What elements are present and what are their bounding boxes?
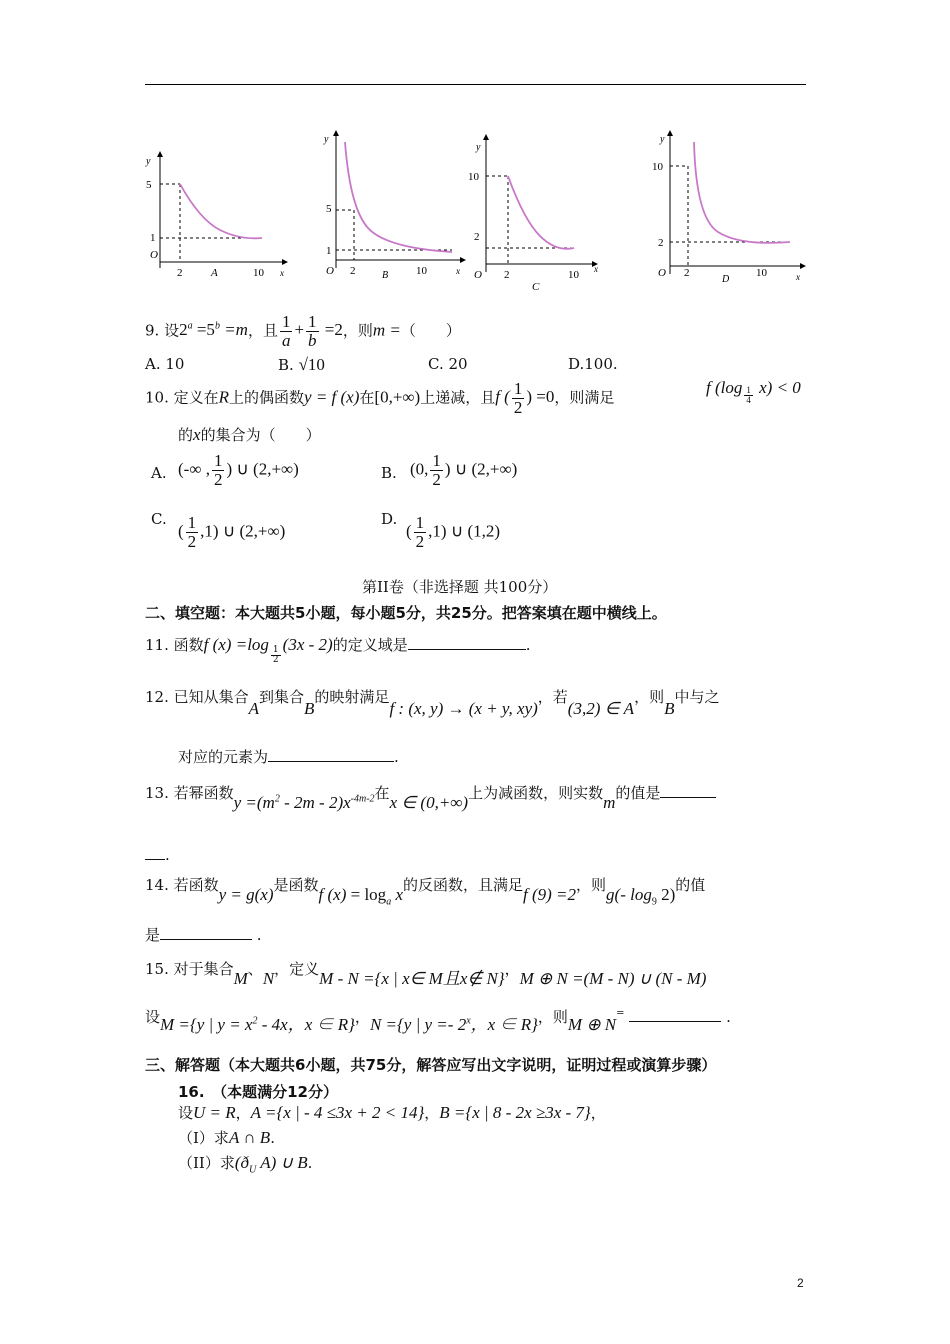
pre: ( xyxy=(406,521,412,541)
denominator: a xyxy=(281,330,291,350)
set-a: A xyxy=(248,699,260,718)
q9-tail: ，则 xyxy=(342,321,373,340)
var-m: m xyxy=(603,793,616,812)
expr: y =(m xyxy=(233,793,275,812)
eq-zero: ) =0 xyxy=(526,387,555,407)
x-arrow xyxy=(800,263,806,269)
end: . xyxy=(307,1154,313,1172)
q14-lead: 14. 若函数 xyxy=(145,876,219,894)
n-set xyxy=(370,1015,538,1034)
q12-line2 xyxy=(178,746,399,767)
q16-setup xyxy=(178,1102,606,1123)
q9-paren: （ ） xyxy=(400,321,461,340)
q12-text: ，若 xyxy=(537,688,568,706)
set-b: B xyxy=(664,699,675,718)
denominator: 2 xyxy=(187,531,197,551)
x-label: x xyxy=(594,264,598,274)
end: . xyxy=(726,1008,731,1026)
q10-option-b xyxy=(410,452,517,489)
sub: U xyxy=(249,1164,257,1176)
g-func: y = g(x) xyxy=(218,885,274,904)
q10-option-d-label: D. xyxy=(381,510,398,528)
question-14 xyxy=(145,874,706,908)
y-tick: 2 xyxy=(658,237,664,249)
y-label: y xyxy=(146,156,151,167)
q13-line2 xyxy=(145,846,170,864)
q10-log-condition xyxy=(706,378,801,405)
answer-expr: M ⊕ N xyxy=(567,1015,617,1034)
q15-text: ，定义 xyxy=(274,960,320,978)
set-b: B ={x | 8 - 2x ≥3x - 7} xyxy=(439,1103,591,1122)
eq-log: = log xyxy=(346,885,387,904)
q13-text: 的值是 xyxy=(615,784,661,802)
q11-lead: 11. 函数 xyxy=(145,636,204,654)
x-tick: 10 xyxy=(253,267,264,279)
q12-lead: 12. 已知从集合 xyxy=(145,688,249,706)
x-label: x xyxy=(456,266,460,276)
q12-text: ，则 xyxy=(634,688,665,706)
y-arrow xyxy=(667,130,673,136)
q10-interval: [0,+∞) xyxy=(374,387,421,407)
q9-base: 2 xyxy=(179,320,188,340)
text: 的 xyxy=(178,426,194,444)
x-label: x xyxy=(280,268,284,278)
universe: U = R xyxy=(193,1103,236,1122)
q11-tail: 的定义域是 xyxy=(332,636,408,654)
nset: N ={y | y =- 2 xyxy=(369,1015,467,1034)
y-arrow xyxy=(483,134,489,140)
text: 设 xyxy=(178,1104,194,1122)
q14-text: 的反函数，且满足 xyxy=(402,876,523,894)
q9-option-d: D.100. xyxy=(568,355,618,373)
text: （I）求 xyxy=(178,1129,229,1147)
x-arrow xyxy=(460,257,466,263)
denominator: 2 xyxy=(432,469,441,489)
set-a: A ={x | - 4 ≤3x + 2 < 14} xyxy=(250,1103,425,1122)
q9-exp-b: b xyxy=(214,320,220,332)
graph-letter: A xyxy=(211,267,218,279)
origin-label: O xyxy=(474,269,482,281)
curve xyxy=(345,142,452,252)
symdiff-def: M ⊕ N =(M - N) ∪ (N - M) xyxy=(519,969,707,988)
post: ) ∪ (2,+∞) xyxy=(226,459,299,479)
x-tick: 2 xyxy=(350,265,356,277)
log-b: x) < 0 xyxy=(754,378,801,397)
set-m: M xyxy=(233,969,248,988)
q9-option-a: A. 10 xyxy=(145,355,185,373)
answer-blank[interactable] xyxy=(408,649,526,650)
question-12 xyxy=(145,686,720,718)
pre: (-∞ , xyxy=(178,459,210,479)
base: 9 xyxy=(651,896,657,908)
q10-yfx: y = f (x) xyxy=(304,387,360,407)
x-tick: 10 xyxy=(416,265,427,277)
q9-eq2: =5 xyxy=(192,320,215,340)
question-15 xyxy=(145,954,707,988)
q9-fraction-sum xyxy=(278,312,343,350)
denominator: 2 xyxy=(272,655,279,665)
q13-text: 上为减函数，则实数 xyxy=(468,784,604,802)
power-function xyxy=(234,793,375,812)
text: 对应的元素为 xyxy=(178,748,269,766)
curve xyxy=(180,184,262,238)
q10-option-a xyxy=(178,452,299,489)
q9-eq3: =m xyxy=(219,320,248,340)
fraction xyxy=(186,514,199,551)
eq: = xyxy=(616,1008,625,1019)
y-label: y xyxy=(324,134,329,145)
curve xyxy=(694,142,790,243)
gq2: 2) xyxy=(656,885,676,904)
q16-title: 16. （本题满分12分） xyxy=(178,1083,338,1101)
y-tick: 5 xyxy=(326,203,332,215)
x-tick: 2 xyxy=(684,267,690,279)
text: ， xyxy=(354,1008,370,1026)
q10-option-c-label: C. xyxy=(151,510,167,528)
denominator: 2 xyxy=(213,469,223,489)
var-x: x xyxy=(193,425,201,444)
mapping: f : (x, y) → (x + y, xy) xyxy=(389,699,538,718)
sep: 、 xyxy=(247,960,263,978)
y-arrow xyxy=(157,151,163,157)
fraction xyxy=(512,380,525,417)
plus-sign: + xyxy=(294,320,305,340)
question-9 xyxy=(145,313,461,350)
q13-text: 在 xyxy=(374,784,390,802)
graph-letter: C xyxy=(532,281,540,293)
origin-label: O xyxy=(326,265,334,277)
text: （II）求 xyxy=(178,1154,235,1172)
q10-option-d xyxy=(406,514,500,551)
y-tick: 2 xyxy=(474,231,480,243)
end: . xyxy=(256,926,262,944)
domain: x ∈ (0,+∞) xyxy=(389,793,469,812)
expr: A ∩ B xyxy=(228,1128,271,1147)
answer-blank[interactable] xyxy=(629,1021,721,1022)
numerator: 1 xyxy=(308,312,317,331)
graph-d xyxy=(650,128,808,288)
sep: ， xyxy=(235,1104,251,1122)
q15-line2 xyxy=(145,1002,731,1034)
y-tick: 1 xyxy=(150,232,156,244)
nset2: ，x ∈ R} xyxy=(470,1015,538,1034)
f: f (x) xyxy=(318,885,347,904)
q10-option-c xyxy=(178,514,285,551)
y-label: y xyxy=(476,142,481,153)
sq: 2 xyxy=(274,793,280,805)
graph-c xyxy=(468,128,608,293)
x-tick: 10 xyxy=(756,267,767,279)
q10-option-b-label: B. xyxy=(381,464,397,482)
q9-option-c: C. 20 xyxy=(428,355,468,373)
numerator: 1 xyxy=(415,513,425,532)
denominator: 2 xyxy=(415,531,425,551)
mset: M ={y | y = x xyxy=(160,1015,253,1034)
numerator: 1 xyxy=(432,451,441,470)
end: . xyxy=(165,846,170,864)
q9-mid: ，且 xyxy=(247,321,278,340)
complement-expr xyxy=(234,1153,308,1176)
question-13 xyxy=(145,782,716,812)
origin-label: O xyxy=(658,267,666,279)
fraction xyxy=(414,514,427,551)
q15-lead: 15. 对于集合 xyxy=(145,960,234,978)
q14-text: 的值 xyxy=(675,876,706,894)
q11-f: f (x) =log xyxy=(203,635,269,654)
q9-option-b xyxy=(278,355,325,375)
y-tick: 10 xyxy=(652,161,663,173)
q10-condition xyxy=(495,379,555,417)
graph-letter: B xyxy=(382,270,389,281)
post: ,1) ∪ (2,+∞) xyxy=(200,521,286,541)
q11-end: . xyxy=(525,636,531,654)
answer-blank[interactable] xyxy=(160,939,252,940)
q14-line2 xyxy=(145,924,262,945)
end: ， xyxy=(590,1104,606,1122)
q10-line2 xyxy=(178,424,321,445)
log-a: f (log xyxy=(706,378,743,397)
set-b: B xyxy=(304,699,315,718)
g-query xyxy=(606,885,676,908)
numerator: 1 xyxy=(213,451,223,470)
q10-text: 在 xyxy=(359,388,375,407)
end: . xyxy=(394,748,399,766)
q9-m: m = xyxy=(372,320,401,340)
part2-title: 第II卷（非选择题 共100分） xyxy=(362,578,558,596)
y-arrow xyxy=(333,130,339,136)
log-base xyxy=(744,386,753,406)
q9-exp-a: a xyxy=(187,320,193,332)
origin-label: O xyxy=(150,249,158,261)
q11-arg: (3x - 2) xyxy=(282,635,333,654)
y-label: y xyxy=(660,134,665,145)
text: ，则 xyxy=(537,1008,568,1026)
graph-b xyxy=(320,128,468,283)
mset2: - 4x，x ∈ R} xyxy=(257,1015,355,1034)
expr2: A) ∪ B xyxy=(256,1153,308,1172)
answer-blank[interactable] xyxy=(660,797,716,798)
answer-blank[interactable] xyxy=(268,761,394,762)
denominator: b xyxy=(308,330,317,350)
fraction xyxy=(212,452,225,489)
fraction xyxy=(280,313,293,350)
numerator: 1 xyxy=(281,312,291,331)
q10-text: 上的偶函数 xyxy=(229,388,305,407)
graph-a xyxy=(140,150,290,280)
log-base xyxy=(271,646,281,666)
q9-lead: 9. 设 xyxy=(145,321,180,340)
f-open: f ( xyxy=(495,387,510,407)
base: a xyxy=(386,896,392,908)
y-tick: 1 xyxy=(326,245,332,257)
q12-text: 到集合 xyxy=(259,688,305,706)
graph-letter: D xyxy=(722,274,730,285)
question-10 xyxy=(145,380,614,417)
x: x xyxy=(391,885,403,904)
denominator: 4 xyxy=(746,395,751,405)
q10-r: R xyxy=(218,387,230,407)
numerator: 1 xyxy=(187,513,197,532)
pre: (0, xyxy=(410,459,429,479)
text: 设 xyxy=(145,1008,161,1026)
q10-lead: 10. 定义在 xyxy=(145,388,219,407)
numerator: 1 xyxy=(513,379,523,398)
expr2: - 2m - 2)x xyxy=(279,793,351,812)
y-tick: 10 xyxy=(468,171,479,183)
option-label: B. xyxy=(278,356,294,374)
numerator: 1 xyxy=(272,644,279,655)
q9-formula xyxy=(179,320,248,339)
q9-eq4: =2 xyxy=(320,320,343,340)
q16-part-2 xyxy=(178,1152,312,1175)
q13-lead: 13. 若幂函数 xyxy=(145,784,234,802)
fraction xyxy=(430,452,443,489)
y-tick: 5 xyxy=(146,179,152,191)
post: ,1) ∪ (1,2) xyxy=(428,521,501,541)
question-11 xyxy=(145,634,530,665)
difference-def: M - N ={x | x∈ M且x∉ N} xyxy=(319,969,505,988)
f9: f (9) =2 xyxy=(523,885,577,904)
page-number: 2 xyxy=(797,1276,804,1290)
x-tick: 10 xyxy=(568,269,579,281)
exponent: -4m-2 xyxy=(350,793,375,805)
q14-text: 是函数 xyxy=(273,876,319,894)
q10-text: ，则满足 xyxy=(554,388,615,407)
answer-blank[interactable] xyxy=(145,859,165,860)
fraction xyxy=(306,313,319,350)
x-label: x xyxy=(796,272,800,282)
denominator: 2 xyxy=(513,397,523,417)
set-n: N xyxy=(262,969,275,988)
q12-text: 的映射满足 xyxy=(314,688,390,706)
header-rule xyxy=(145,84,806,85)
q10-option-a-label: A. xyxy=(151,464,167,482)
x-tick: 2 xyxy=(504,269,510,281)
m-set xyxy=(160,1015,355,1034)
numerator: 1 xyxy=(746,384,751,395)
text: 的集合为（ ） xyxy=(200,426,321,444)
f-log xyxy=(318,885,403,908)
q10-text: 上递减，且 xyxy=(420,388,496,407)
condition: (3,2) ∈ A xyxy=(567,699,635,718)
gq: g(- log xyxy=(606,885,652,904)
section-2-heading: 二、填空题：本大题共5小题，每小题5分，共25分。把答案填在题中横线上。 xyxy=(145,604,667,622)
post: ) ∪ (2,+∞) xyxy=(444,459,518,479)
end: . xyxy=(270,1129,275,1147)
exp: x xyxy=(466,1015,471,1027)
curve xyxy=(508,176,574,249)
text: 是 xyxy=(145,926,161,944)
sq: 2 xyxy=(252,1015,258,1027)
x-arrow xyxy=(282,259,288,265)
comma: ， xyxy=(504,960,520,978)
expr: (ð xyxy=(234,1153,250,1172)
x-tick: 2 xyxy=(177,267,183,279)
q16-part-1 xyxy=(178,1127,275,1148)
option-value: √10 xyxy=(298,355,325,374)
sep: ， xyxy=(424,1104,440,1122)
pre: ( xyxy=(178,521,184,541)
q14-text: ，则 xyxy=(576,876,607,894)
q12-text: 中与之 xyxy=(674,688,720,706)
section-3-heading: 三、解答题（本大题共6小题，共75分，解答应写出文字说明，证明过程或演算步骤） xyxy=(145,1056,717,1074)
